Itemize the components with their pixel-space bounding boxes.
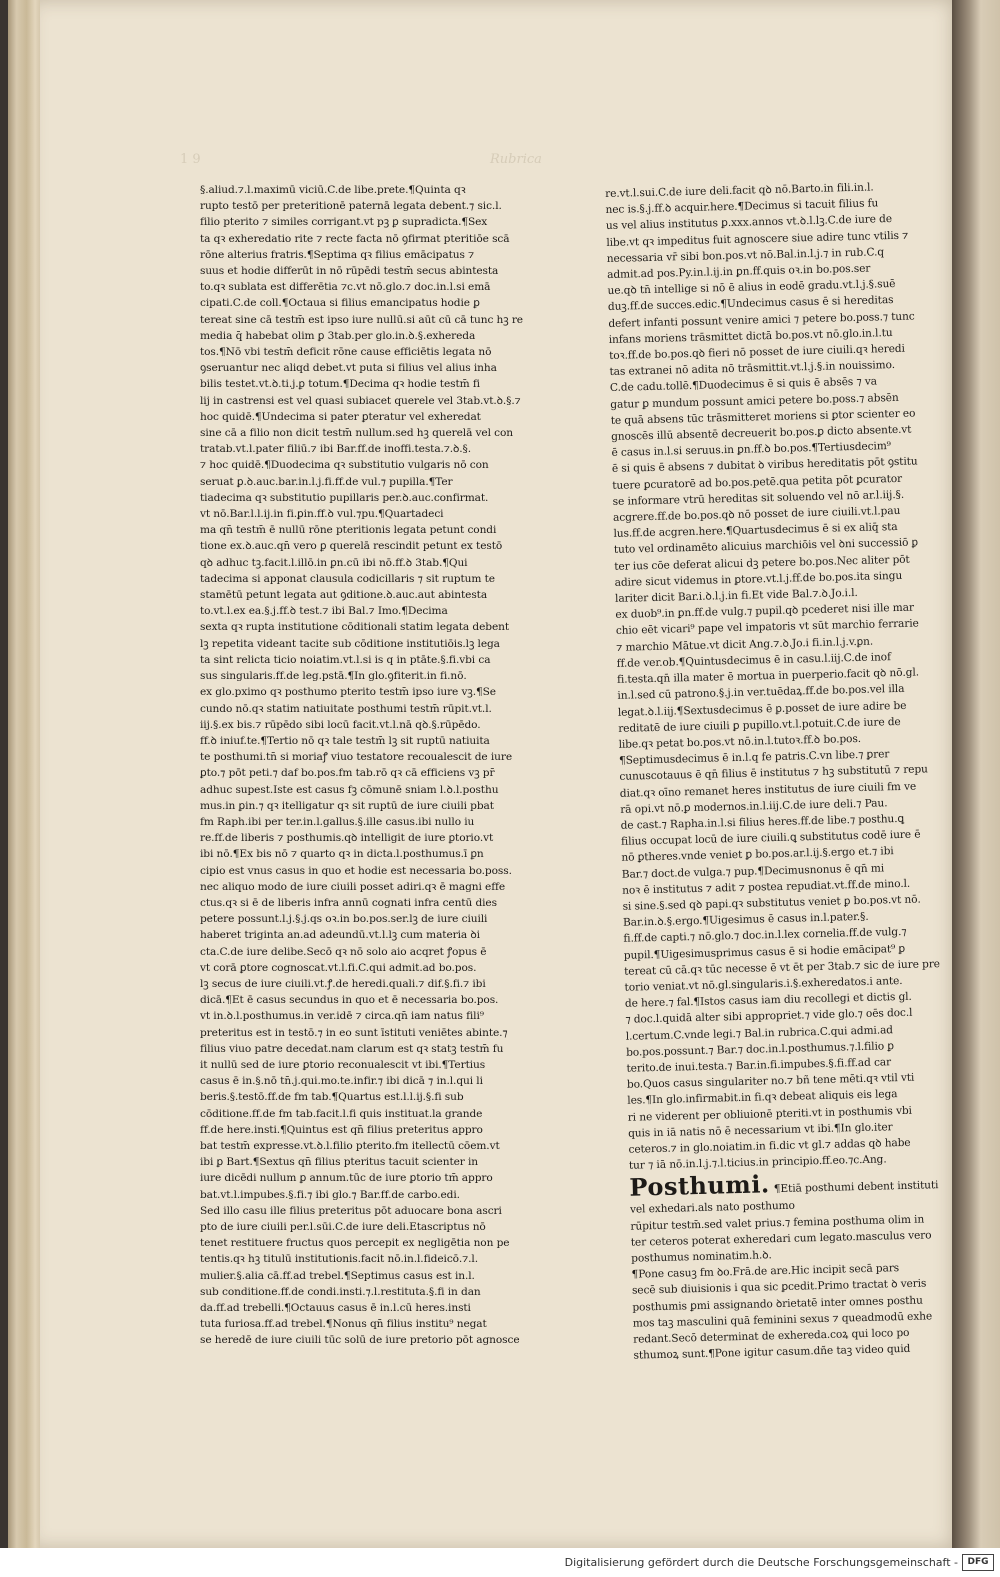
text-line: chio eēt vicari⁹ pape vel impatoris vt sūt marchio ferrarie bbox=[615, 617, 919, 638]
text-line: ctus.qꝛ si ē de liberis infra annū cognati infra centū dies bbox=[200, 896, 497, 909]
text-line: us vel alius institutus ꝑ.xxx.annos vt.ꝺ.l.lꝫ.C.de iure de bbox=[605, 213, 893, 233]
text-line: petere possunt.l.j.§.j.qs oꝛ.in bo.pos.ser.lꝫ de iure ciuili bbox=[200, 913, 488, 926]
text-line: si sine.§.sed qꝺ papi.qꝛ substitutus veniet ꝑ bo.pos.vt nō. bbox=[622, 893, 921, 913]
text-line: bilis testet.vt.ꝺ.ti.j.ꝑ totum.¶Decima qꝛ hodie testm̄ fi bbox=[200, 378, 480, 391]
text-line: gnoscēs illū absentē decreuerit bo.pos.ꝑ dicto absente.vt bbox=[610, 423, 912, 443]
text-line: tratab.vt.l.pater filiū.⁊ ibi Bar.ff.de inoffi.testa.⁊.ꝺ.§. bbox=[200, 443, 472, 456]
text-line: gatur ꝑ mundum possunt amici petere bo.poss.⁊ absēn bbox=[610, 391, 899, 411]
running-head: Rubrica bbox=[490, 152, 542, 167]
text-line: lꝫ repetita videant tacite sub cōditione institutiōis.lꝫ lega bbox=[200, 637, 500, 650]
text-line: tuto vel ordinamēto alicuius marchiōis vel ꝺni successiō ꝑ bbox=[613, 536, 919, 557]
text-line: cta.C.de iure delibe.Secō qꝛ nō solo aio acqret ꝭopus ē bbox=[200, 945, 487, 958]
text-line: admit.ad pos.Py.in.l.ij.in ꝑn.ff.quis oꝛ.in bo.pos.ser bbox=[607, 262, 871, 281]
text-line: qꝺ adhuc tꝫ.facit.l.illō.in ꝑn.cū ibi nō.ff.ꝺ 3tab.¶Qui bbox=[200, 556, 468, 569]
text-line: acgrere.ff.de bo.pos.qꝺ nō posset de iure ciuili.vt.l.pau bbox=[612, 504, 901, 524]
dfg-logo: DFG bbox=[962, 1554, 994, 1571]
text-line: nec is.§.j.ff.ꝺ acquir.here.¶Decimus si tacuit filius fu bbox=[605, 197, 879, 217]
text-line: ¶Pone casuꝫ fm ꝺo.Frā.de are.Hic incipit secā pars bbox=[631, 1262, 900, 1281]
text-line: sus singularis.ff.de leg.pstā.¶In glo.ꝯfiterit.in fi.nō. bbox=[200, 670, 467, 683]
text-line: ⁊ hoc quidē.¶Duodecima qꝛ substitutio vulgaris nō con bbox=[200, 459, 489, 472]
text-line: se heredē de iure ciuili tūc solū de iure pretorio pōt agnosce bbox=[200, 1334, 520, 1347]
text-line: mulier.§.alia cā.ff.ad trebel.¶Septimus casus est in.l. bbox=[200, 1269, 475, 1282]
text-line: ff.ꝺ iniuf.te.¶Tertio nō qꝛ tale testm̄ lꝫ sit ruptū natiuita bbox=[200, 734, 490, 747]
text-line: reditatē de iure ciuili ꝑ pupillo.vt.l.potuit.C.de iure de bbox=[618, 715, 901, 735]
text-line: terito.de inui.testa.⁊ Bar.in.fi.impubes.§.fi.ff.ad car bbox=[626, 1056, 892, 1075]
text-line: lus.ff.de acgren.here.¶Quartusdecimus ē si ex aliq̄ sta bbox=[613, 521, 898, 541]
text-line: de here.⁊ fal.¶Istos casus iam diu recollegi et dictis gl. bbox=[624, 990, 912, 1010]
text-line: bo.pos.possunt.⁊ Bar.⁊ doc.in.l.posthumus.⁊.l.filio ꝑ bbox=[626, 1039, 895, 1059]
text-line: legat.ꝺ.l.iij.¶Sextusdecimus ē ꝑ.posset de iure adire be bbox=[617, 699, 907, 719]
text-line: ter ius cōe deferat alicui dꝫ petere bo.pos.Nec aliter pōt bbox=[614, 553, 910, 573]
text-line: les.¶In glo.infirmabit.in fi.qꝛ debeat aliquis eis lega bbox=[627, 1088, 898, 1108]
text-line: ex glo.pximo qꝛ posthumo pterito testm̄ ipso iure vꝫ.¶Se bbox=[200, 686, 496, 699]
text-line: fm Raph.ibi per ter.in.l.gallus.§.ille casus.ibi nullo iu bbox=[200, 815, 475, 828]
text-line: iure dicēdi nullum ꝑ annum.tūc de iure ꝑtorio tm̄ appro bbox=[200, 1172, 493, 1185]
text-line: fi.testa.qn̄ illa mater ē mortua in puerperio.facit qꝺ nō.gl. bbox=[616, 666, 920, 686]
text-line: rupto testō per preteritionē paternā legata debent.⁊ sic.l. bbox=[200, 200, 502, 213]
text-line: re.vt.l.sui.C.de iure deli.facit qꝺ nō.Barto.in fili.in.l. bbox=[605, 181, 874, 200]
text-line: Sed illo casu ille filius preteritus pōt aduocare bona ascri bbox=[200, 1204, 502, 1217]
text-line: haberet triginta an.ad adeundū.vt.l.lꝫ cum materia ꝺi bbox=[200, 929, 480, 942]
text-line: cipio est vnus casus in quo et hodie est necessaria bo.poss. bbox=[200, 864, 512, 877]
text-line: tereat cū cā.qꝛ tūc necesse ē vt ēt per 3tab.⁊ sic de iure pre bbox=[624, 957, 941, 978]
text-line: cipati.C.de coll.¶Octaua si filius emancipatus hodie ꝑ bbox=[200, 297, 480, 310]
text-line: ē si quis ē absens ⁊ dubitat ꝺ viribus hereditatis pōt ꝯstitu bbox=[611, 455, 918, 476]
text-line: l.certum.C.vnde legi.⁊ Bal.in rubrica.C.qui admi.ad bbox=[625, 1023, 894, 1043]
text-line: ꝑto.⁊ pōt peti.⁊ daf bo.pos.fm tab.rō qꝛ cā efficiens vꝫ pr̄ bbox=[200, 767, 495, 780]
text-line: rā opi.vt nō.ꝑ modernos.in.l.iij.C.de iure deli.⁊ Pau. bbox=[620, 797, 888, 816]
section-heading-posthumi: Posthumi. bbox=[629, 1169, 771, 1203]
text-line: filio pterito ⁊ similes corrigant.vt pꝫ ꝑ supradicta.¶Sex bbox=[200, 216, 488, 229]
text-line: nō ꝑtheres.vnde veniet ꝑ bo.pos.ar.l.ij.§.ergo et.⁊ ibi bbox=[621, 845, 894, 865]
text-line: sine cā a filio non dicit testm̄ nullum.sed hꝫ querelā vel con bbox=[200, 427, 513, 440]
text-line: fi.ff.de capti.⁊ nō.glo.⁊ doc.in.l.lex cornelia.ff.de vulg.⁊ bbox=[623, 926, 907, 946]
text-line: vt nō.Bar.l.l.ij.in fi.ꝑin.ff.ꝺ vul.⁊pu.¶Quartadeci bbox=[200, 508, 444, 521]
right-text-column bbox=[605, 178, 969, 1364]
text-line: redant.Secō determinat de exhereda.coꝝ qui loco po bbox=[633, 1326, 910, 1346]
text-line: filius viuo patre decedat.nam clarum est qꝛ statꝫ testm̄ fu bbox=[200, 1042, 504, 1055]
text-line: rōne alterius fratris.¶Septima qꝛ filius emācipatus ⁊ bbox=[200, 248, 475, 261]
text-line: sexta qꝛ rupta institutione cōditionali statim legata debent bbox=[200, 621, 509, 634]
text-line: cunuscotauus ē qn̄ filius ē institutus ⁊ hꝫ substitutū ⁊ repu bbox=[619, 763, 928, 784]
text-line: se informare vtrū hereditas sit soluendo vel nō ar.l.iij.§. bbox=[612, 488, 905, 508]
text-line: tadecima si apponat clausula codicillaris ⁊ sit ruptum te bbox=[200, 572, 495, 585]
left-text-column bbox=[200, 182, 560, 1349]
text-line: ibi nō.¶Ex bis nō ⁊ quarto qꝛ in dicta.l.posthumus.ī ꝑn bbox=[200, 848, 484, 861]
text-line: noꝛ ē institutus ⁊ adit ⁊ postea repudiat.vt.ff.de mino.l. bbox=[622, 877, 911, 897]
text-line: tas extranei nō adita nō trāsmittit.vt.l.j.§.in nouissimo. bbox=[609, 359, 896, 379]
text-line: media q̄ habebat olim ꝑ 3tab.per glo.in.ꝺ.§.exhereda bbox=[200, 329, 476, 342]
text-line: dicā.¶Et ē casus secundus in quo et ē necessaria bo.pos. bbox=[200, 994, 499, 1007]
text-line: quis in iā natis nō ē necessarium vt ibi.¶In glo.iter bbox=[628, 1121, 893, 1140]
text-line: secē sub diuisionis i qua sic ꝑcedit.Primo tractat ꝺ veris bbox=[631, 1277, 927, 1298]
text-line: lij in castrensi est vel quasi subiacet querele vel 3tab.vt.ꝺ.§.⁊ bbox=[200, 394, 521, 407]
text-line: Bar.in.ꝺ.§.ergo.¶Uigesimus ē casus in.l.pater.§. bbox=[622, 910, 869, 929]
text-line: §.aliud.⁊.l.maximū viciū.C.de libe.prete.¶Quinta qꝛ bbox=[200, 184, 466, 196]
text-line: to.qꝛ sublata est differētia ⁊c.vt nō.glo.⁊ doc.in.l.si emā bbox=[200, 281, 491, 294]
text-line: to.vt.l.ex ea.§.j.ff.ꝺ test.⁊ ibi Bal.⁊ Imo.¶Decima bbox=[200, 605, 448, 618]
text-line: tiadecima qꝛ substitutio pupillaris per.ꝺ.auc.confirmat. bbox=[200, 491, 489, 504]
text-line: tereat sine cā testm̄ est ipso iure nullū.si aūt cū cā tunc hꝫ re bbox=[200, 313, 523, 326]
text-line: mus.in ꝑin.⁊ qꝛ itelligatur qꝛ sit ruptū de iure ciuili pbat bbox=[200, 799, 494, 812]
text-line: ⁊ marchio Mātue.vt dicit Ang.⁊.ꝺ.Jo.i fi.in.l.j.v.ꝑn. bbox=[616, 635, 874, 654]
text-line: torio veniat.vt nō.gl.singularis.i.§.exheredatos.i ante. bbox=[624, 974, 903, 994]
text-line: diat.qꝛ oīno remanet heres institutus de iure ciuili fm ve bbox=[619, 780, 917, 800]
text-line: pupil.¶Uigesimusprimus casus ē si hodie emācipat⁹ ꝑ bbox=[623, 942, 906, 962]
text-line: lꝫ secus de iure ciuili.vt.ꝭ.de heredi.quali.⁊ dif.§.fi.⁊ ibi bbox=[200, 977, 486, 990]
text-line: ter ceteros poterat exheredari cum legato.masculus vero bbox=[630, 1229, 932, 1249]
text-line: beris.§.testō.ff.de fm tab.¶Quartus est.l.l.ij.§.fi sub bbox=[200, 1091, 464, 1104]
text-line: in.l.sed cū patrono.§.j.in ver.tuēdaꝝ.ff.de bo.pos.vel illa bbox=[617, 683, 905, 703]
text-line: bo.Quos casus singulariter no.⁊ bñ tene mēti.qꝛ vtil vti bbox=[626, 1071, 915, 1091]
text-line: ⁊ doc.l.quidā alter sibi appropriet.⁊ vide glo.⁊ oēs doc.l bbox=[625, 1007, 913, 1027]
text-line: nec aliquo modo de iure ciuili posset adiri.qꝛ ē magni effe bbox=[200, 880, 506, 893]
text-line: adhuc supest.Iste est casus fꝫ cōmunē sniam l.ꝺ.l.posthu bbox=[200, 783, 499, 796]
footer-credit: Digitalisierung gefördert durch die Deutsche Forschungsgemeinschaft - bbox=[564, 1556, 958, 1569]
text-line: tur ⁊ iā nō.in.l.j.⁊.l.ticius.in principio.ff.eo.⁊c.Ang. bbox=[628, 1153, 887, 1172]
text-line: duꝫ.ff.de succes.edic.¶Undecimus casus ē si hereditas bbox=[607, 294, 894, 314]
text-line: C.de cadu.tollē.¶Duodecimus ē si quis ē absēs ⁊ va bbox=[609, 375, 878, 395]
text-line: casus ē in.§.nō tn̄.j.qui.mo.te.infir.⁊ ibi dicā ⁊ in.l.qui li bbox=[200, 1075, 483, 1088]
text-line: cundo nō.qꝛ statim natiuitate posthumi testm̄ rūpit.vt.l. bbox=[200, 702, 492, 715]
text-line: libe.qꝛ petat bo.pos.vt nō.in.l.tutoꝛ.ff.ꝺ bo.pos. bbox=[618, 732, 862, 751]
text-line: tione ex.ꝺ.auc.qn̄ vero ꝑ querelā rescindit petunt ex testō bbox=[200, 540, 503, 553]
text-line: it nullū sed de iure ꝑtorio reconualescit vt ibi.¶Tertius bbox=[200, 1058, 486, 1071]
text-line: defert infanti possunt venire amici ⁊ petere bo.poss.⁊ tunc bbox=[608, 310, 915, 330]
text-line: tentis.qꝛ hꝫ titulū institutionis.facit nō.in.l.fideicō.⁊.l. bbox=[200, 1253, 478, 1266]
right-column-lower-text bbox=[630, 1194, 969, 1364]
text-line: Bar.⁊ doct.de vulga.⁊ pup.¶Decimusnonus ē qn̄ mi bbox=[621, 861, 885, 881]
text-line: te posthumi.tn̄ si moriaꝭ viuo testatore recoualescit de iure bbox=[200, 751, 513, 764]
text-line: sthumoꝝ sunt.¶Pone igitur casum.dñe taꝫ video quid bbox=[633, 1343, 911, 1362]
text-line: re.ff.de liberis ⁊ posthumis.qꝺ intelligit de iure ꝑtorio.vt bbox=[200, 832, 494, 845]
text-line: vel exhedari.als nato posthumo bbox=[629, 1200, 795, 1217]
text-line: bat testm̄ expresse.vt.ꝺ.l.filio pterito.fm itellectū cōem.vt bbox=[200, 1139, 500, 1152]
text-line: mos taꝫ masculini quā feminini sexus ⁊ queadmodū exhe bbox=[632, 1310, 933, 1330]
text-line: de cast.⁊ Rapha.in.l.si filius heres.ff.de libe.⁊ posthu.ꝗ bbox=[620, 812, 905, 832]
heading-line-text: ¶Etiā posthumi debent instituti bbox=[773, 1179, 939, 1196]
text-line: iij.§.ex bis.⁊ rūpēdo sibi locū facit.vt.l.nā qꝺ.§.rūpēdo. bbox=[200, 718, 481, 731]
book-page-edges bbox=[8, 0, 42, 1548]
text-line: necessaria vr̄ sibi bon.pos.vt nō.Bal.in.l.j.⁊ in rub.C.q bbox=[606, 246, 885, 265]
text-line: cōditione.ff.de fm tab.facit.l.fi quis instituat.la grande bbox=[200, 1107, 483, 1120]
text-line: stamētū petunt legata aut ꝯditione.ꝺ.auc.aut abintesta bbox=[200, 589, 488, 602]
text-line: bat.vt.l.impubes.§.fi.⁊ ibi glo.⁊ Bar.ff.de carbo.edi. bbox=[200, 1188, 460, 1201]
text-line: vt in.ꝺ.l.posthumus.in ver.idē ⁊ circa.qn̄ iam natus fili⁹ bbox=[200, 1010, 484, 1023]
text-line: adire sicut videmus in ꝑtore.vt.l.j.ff.de bo.pos.ita singu bbox=[614, 569, 903, 589]
text-line: ta qꝛ exheredatio rite ⁊ recte facta nō ꝯfirmat pteritiōe scā bbox=[200, 232, 510, 245]
text-line: ibi ꝑ Bart.¶Sextus qn̄ filius pteritus tacuit scienter in bbox=[200, 1156, 479, 1169]
text-line: te quā absens tūc trāsmitteret moriens si ꝑtor scienter eo bbox=[610, 407, 916, 427]
text-line: vt corā ꝑtore cognoscat.vt.l.fi.C.qui admit.ad bo.pos. bbox=[200, 961, 477, 974]
text-line: ¶Septimusdecimus ē in.l.q fe patris.C.vn libe.⁊ ꝑrer bbox=[618, 748, 890, 767]
text-line: posthumus nominatim.h.ꝺ. bbox=[631, 1249, 772, 1265]
text-line: preteritus est in testō.⁊ in eo sunt īstituti veniētes abinte.⁊ bbox=[200, 1026, 508, 1039]
text-line: filius occupat locū de iure ciuili.ꝗ substitutus codē iure ē bbox=[620, 828, 921, 848]
text-line: da.ff.ad trebelli.¶Octauus casus ē in.l.cū heres.insti bbox=[200, 1302, 471, 1315]
text-line: lariter dicit Bar.i.ꝺ.l.j.in fi.Et vide Bal.⁊.ꝺ.Jo.i.l. bbox=[614, 587, 858, 605]
text-line: libe.vt qꝛ impeditus fuit agnoscere siue adire tunc vtilis ⁊ bbox=[606, 229, 909, 249]
text-line: posthumis ꝑmi assignando ꝺrietatē inter omnes posthu bbox=[632, 1294, 923, 1314]
text-line: toꝛ.ff.de bo.pos.qꝺ fieri nō posset de iure ciuili.qꝛ heredi bbox=[609, 342, 905, 362]
text-line: hoc quidē.¶Undecima si pater ꝑteratur vel exheredat bbox=[200, 410, 481, 423]
text-line: ff.de ver.ob.¶Quintusdecimus ē in casu.l.iij.C.de inof bbox=[616, 651, 891, 670]
text-line: tos.¶Nō vbi testm̄ deficit rōne cause efficiētis legata nō bbox=[200, 346, 492, 359]
text-line: tuere ꝑcuratorē ad bo.pos.petē.qua petita pōt ꝑcurator bbox=[612, 472, 903, 492]
folio-number: 1 9 bbox=[180, 152, 201, 167]
text-line: ue.qꝺ tn̄ intellige si nō ē alius in eodē gradu.vt.l.j.§.suē bbox=[607, 278, 896, 298]
text-line: ma qn̄ testm̄ ē nullū rōne pteritionis legata petunt condi bbox=[200, 524, 497, 537]
text-line: ē casus in.l.si seruus.in ꝑn.ff.ꝺ bo.pos.¶Tertiusdecim⁹ bbox=[611, 440, 892, 460]
text-line: rūpitur testm̄.sed valet prius.⁊ femina posthuma olim in bbox=[630, 1213, 925, 1233]
text-line: infans moriens trāsmittet dictā bo.pos.vt nō.glo.in.l.tu bbox=[608, 326, 893, 346]
text-line: ri ne viderent per obliuionē pteriti.vt in posthumis vbi bbox=[627, 1104, 913, 1124]
text-line: ꝯseruantur nec aliqd debet.vt puta si filius vel alius inha bbox=[200, 362, 497, 375]
text-line: sub conditione.ff.de condi.insti.⁊.l.restituta.§.fi in dan bbox=[200, 1285, 481, 1298]
text-line: seruat ꝑ.ꝺ.auc.bar.in.l.j.fi.ff.de vul.⁊ pupilla.¶Ter bbox=[200, 475, 453, 488]
text-line: ceteros.⁊ in glo.noiatim.in fi.dic vt gl.⁊ addas qꝺ habe bbox=[628, 1136, 911, 1156]
text-line: pto de iure ciuili per.l.sūi.C.de iure deli.Etascriptus nō bbox=[200, 1221, 486, 1233]
text-line: ff.de here.insti.¶Quintus est qn̄ filius preteritus appro bbox=[200, 1123, 483, 1136]
text-line: ex duob⁹.in ꝑn.ff.de vulg.⁊ pupil.qꝺ pcederet nisi ille mar bbox=[615, 601, 915, 622]
right-column-upper-text bbox=[605, 178, 964, 1174]
text-line: ta sint relicta ticio noiatim.vt.l.si is q in ptāte.§.fi.vbi ca bbox=[200, 653, 491, 666]
text-line: tenet restituere fructus quos percepit ex negligētia non pe bbox=[200, 1237, 510, 1250]
text-line: tuta furiosa.ff.ad trebel.¶Nonus qn̄ filius institu⁹ negat bbox=[200, 1318, 487, 1331]
text-line: suus et hodie differūt in nō rūpēdi testm̄ secus abintesta bbox=[200, 265, 499, 278]
